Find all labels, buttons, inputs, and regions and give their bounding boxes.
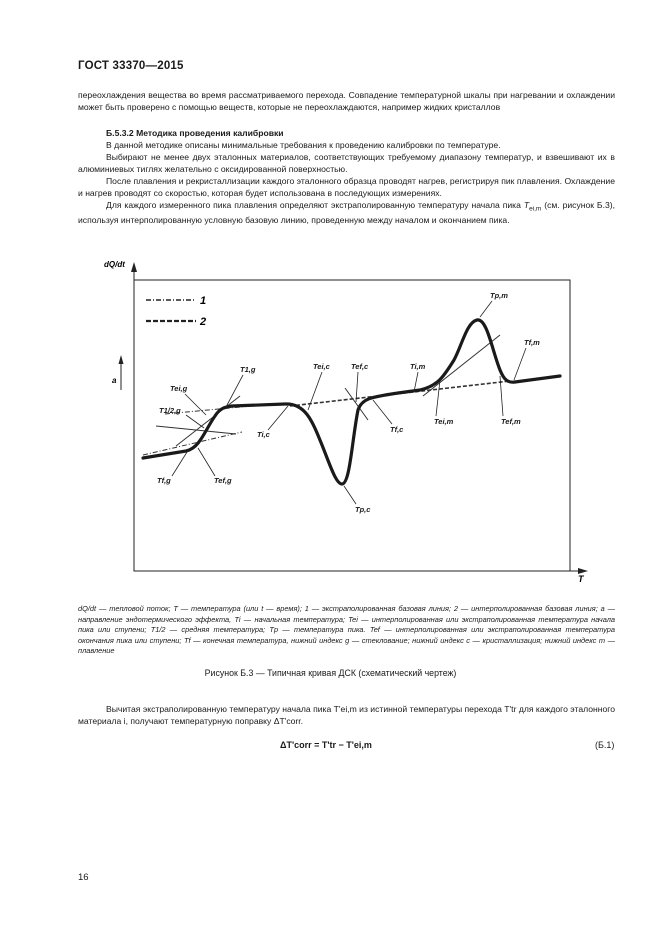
paragraph-1: В данной методике описаны минимальные требования к проведению калибровки по температуре. (106, 140, 501, 150)
leader-tfg (172, 452, 187, 476)
endothermic-arrow-icon (119, 355, 124, 364)
label-t1g: T1,g (240, 365, 256, 374)
label-tim: Ti,m (410, 362, 426, 371)
leader-tefc (356, 372, 358, 402)
leader-tpc (344, 486, 356, 504)
label-tfc: Tf,c (390, 425, 404, 434)
paragraph-4-start: Для каждого измеренного пика плавления определяют экстраполированную температуру начала пика (106, 200, 524, 210)
tangent-glass (176, 396, 240, 446)
label-tpc: Tp,c (355, 505, 371, 514)
figure-caption: Рисунок Б.3 — Типичная кривая ДСК (схематический чертеж) (204, 668, 457, 678)
leader-tfm (514, 348, 526, 380)
leader-tic (268, 406, 288, 430)
equation-number: (Б.1) (595, 740, 615, 750)
leader-tfc (373, 400, 392, 424)
label-tefc: Tef,c (351, 362, 369, 371)
dsc-curve (143, 320, 560, 484)
y-axis-label: dQ/dt (104, 260, 125, 269)
section-heading: Б.5.3.2 Методика проведения калибровки (106, 128, 284, 138)
intro-paragraph: переохлаждения вещества во время рассматриваемого перехода. Совпадение температурной шкалы при нагревании и охлаждении может быть проверено с помощью веществ, которые не переохлаждаются, например жидких кристаллов (78, 90, 615, 112)
paragraph-4-end: (см. рисунок Б.3), используя интерполированную условную базовую линию, проведенную между началом и окончанием пика. (78, 200, 615, 226)
after-figure-paragraph: Вычитая экстраполированную температуру начала пика T'ei,m из истинной температуры перехода T'tr для каждого эталонного материала i, получают температурную поправку ΔT'corr. (78, 704, 615, 726)
leader-tpm (480, 301, 492, 317)
label-t12g: T1/2,g (159, 406, 181, 415)
legend-label-2: 2 (200, 316, 207, 328)
label-tfm: Tf,m (524, 338, 540, 347)
paragraph-4-subscript: ei,m (529, 205, 542, 213)
leader-teic (308, 372, 322, 410)
label-tefm: Tef,m (501, 417, 521, 426)
label-teic: Tei,c (313, 362, 330, 371)
leader-t12g (186, 415, 204, 428)
label-tic: Ti,c (257, 430, 270, 439)
legend-label-1: 1 (200, 295, 207, 307)
paragraph-3: После плавления и рекристаллизации каждого эталонного образца проводят нагрев, регистрируя пик плавления. Охлаждение и нагрев проводят со скоростью, которая будет использована в последующих измерениях. (78, 176, 615, 198)
label-tfg: Tf,g (157, 476, 171, 485)
label-teim: Tei,m (434, 417, 454, 426)
figure-legend: dQ/dt — тепловой поток; T — температура (или t — время); 1 — экстраполированная базовая линия; 2 — интерполированная базовая линия; a — направление эндотермического эффекта, Ti — начальная температура; Tei — интерполированная или экстраполированная температура начала пика или ступени; T1/2 — средняя температура; Tp — температура пика. Tef — интерполированная или экстраполированная температура окончания пика или ступени; Tf — конечная температура, нижний индекс g — стеклование; нижний индекс c — кристаллизация; нижний индекс m — плавление (78, 604, 615, 656)
paragraph-2: Выбирают не менее двух эталонных материалов, соответствующих требуемому диапазону температур, и взвешивают их в алюминиевых тиглях желательно с оксидированной поверхностью. (78, 152, 615, 174)
direction-label: a (112, 376, 117, 385)
x-axis-label: T (578, 574, 584, 584)
label-tefg: Tef,g (214, 476, 232, 485)
midline-glass (156, 426, 236, 434)
extrapolated-baseline-glass-low (143, 432, 242, 455)
y-axis-arrow-icon (131, 262, 137, 272)
document-header: ГОСТ 33370—2015 (78, 60, 184, 72)
label-teig: Tei,g (170, 384, 188, 393)
label-tpm: Tp,m (490, 291, 508, 300)
leader-t1g (226, 375, 243, 407)
paragraph-4-symbol: T (523, 200, 530, 210)
leader-tefg (198, 448, 215, 476)
formula: ΔT'corr = T'tr − T'ei,m (280, 740, 372, 750)
page-number: 16 (78, 872, 89, 883)
